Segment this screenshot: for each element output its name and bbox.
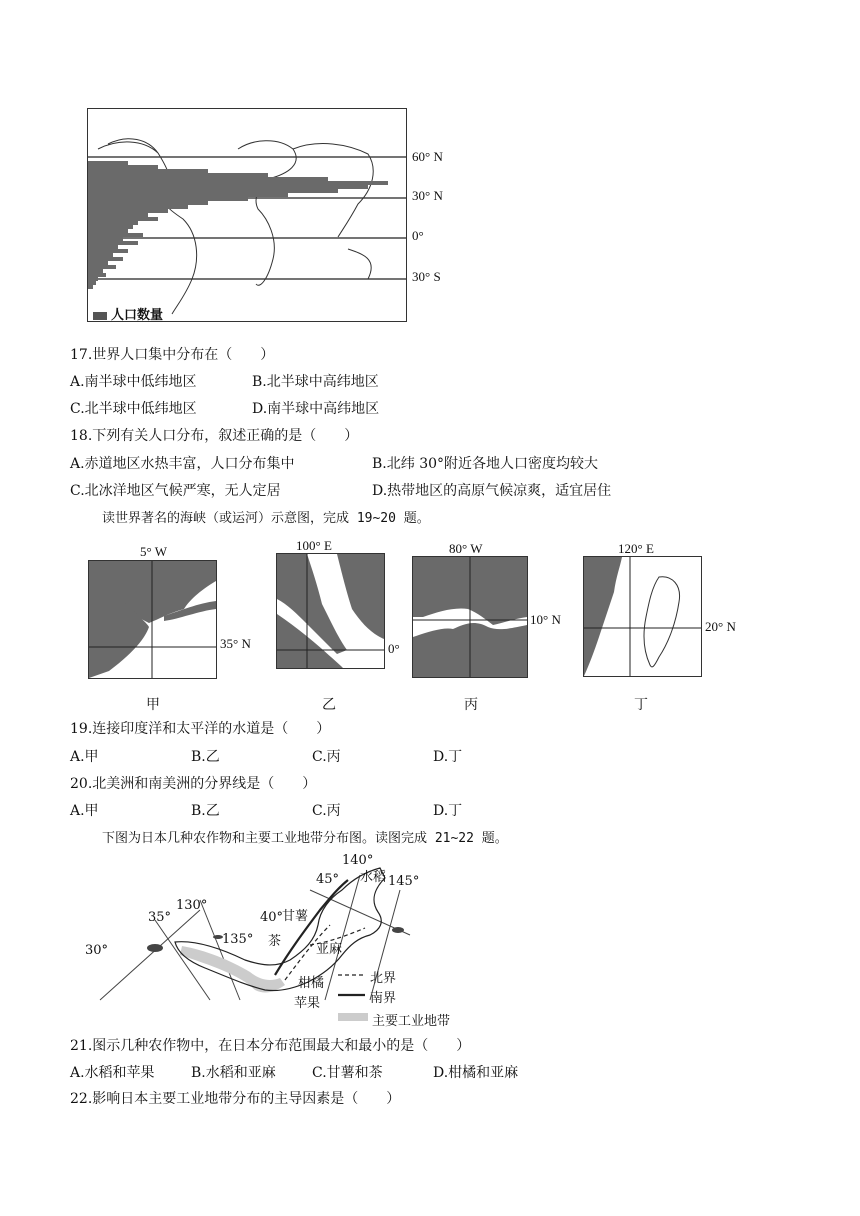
q17-stem: 17.世界人口集中分布在（ ） (70, 347, 275, 363)
lat-label-30n: 30° N (412, 188, 443, 203)
q19-option-d: D.丁 (433, 749, 463, 765)
intro-21-22: 下图为日本几种农作物和主要工业地带分布图。读图完成 21~22 题。 (102, 831, 508, 846)
population-legend (90, 303, 166, 322)
q21-option-d: D.柑橘和亚麻 (433, 1065, 519, 1081)
jp-label-apple: 苹果 (294, 996, 321, 1011)
jp-legend-south: 南界 (370, 991, 397, 1006)
lat-label-30s: 30° S (412, 269, 441, 284)
legend-swatch (93, 312, 107, 320)
legend-label: 人口数量 (111, 308, 164, 322)
q17-option-a: A.南半球中低纬地区 (70, 374, 197, 390)
jp-label-140: 140° (342, 853, 374, 868)
q20-option-d: D.丁 (433, 803, 463, 819)
jp-label-rice: 水稻 (360, 870, 387, 885)
jp-label-45: 45° (316, 872, 340, 887)
q19-option-b: B.乙 (191, 749, 220, 765)
q19-option-c: C.丙 (312, 749, 341, 765)
strait-bing-lon: 80° W (449, 541, 483, 556)
q19-option-a: A.甲 (70, 749, 99, 765)
q21-option-b: B.水稻和亚麻 (191, 1065, 276, 1081)
strait-yi-caption: 乙 (322, 697, 336, 713)
q18-option-b: B.北纬 30°附近各地人口密度均较大 (372, 456, 599, 472)
strait-ding-caption: 丁 (634, 697, 648, 713)
q17-option-d: D.南半球中高纬地区 (252, 401, 380, 417)
jp-label-flax: 亚麻 (316, 942, 343, 957)
strait-ding-lon: 120° E (618, 541, 654, 556)
q20-stem: 20.北美洲和南美洲的分界线是（ ） (70, 776, 317, 792)
strait-ding-lat: 20° N (705, 619, 736, 634)
q20-option-a: A.甲 (70, 803, 99, 819)
jp-label-145: 145° (388, 874, 420, 889)
intro-19-20: 读世界著名的海峡（或运河）示意图，完成 19~20 题。 (102, 511, 430, 526)
strait-bing-caption: 丙 (464, 697, 478, 713)
strait-bing-lat: 10° N (530, 612, 561, 627)
q19-stem: 19.连接印度洋和太平洋的水道是（ ） (70, 721, 331, 737)
strait-jia-lon: 5° W (140, 544, 167, 559)
q21-option-a: A.水稻和苹果 (70, 1065, 155, 1081)
q18-stem: 18.下列有关人口分布，叙述正确的是（ ） (70, 428, 359, 444)
strait-map-jia (88, 560, 217, 679)
lat-label-60n: 60° N (412, 149, 443, 164)
strait-jia-lat: 35° N (220, 636, 251, 651)
world-map-graphic (88, 109, 406, 321)
strait-yi-lat: 0° (388, 641, 400, 656)
strait-jia-caption: 甲 (146, 697, 160, 713)
q21-stem: 21.图示几种农作物中，在日本分布范围最大和最小的是（ ） (70, 1038, 471, 1054)
japan-crop-map (80, 850, 450, 1030)
q17-option-b: B.北半球中高纬地区 (252, 374, 379, 390)
q20-option-b: B.乙 (191, 803, 220, 819)
lat-label-0: 0° (412, 228, 424, 243)
q21-option-c: C.甘薯和茶 (312, 1065, 383, 1081)
strait-yi-lon: 100° E (296, 538, 332, 553)
strait-map-yi (276, 553, 385, 669)
q18-option-c: C.北冰洋地区气候严寒，无人定居 (70, 483, 281, 499)
jp-label-tea: 茶 (268, 934, 282, 949)
q22-stem: 22.影响日本主要工业地带分布的主导因素是（ ） (70, 1091, 401, 1107)
q18-option-d: D.热带地区的高原气候凉爽，适宜居住 (372, 483, 612, 499)
jp-label-135: 135° (222, 932, 254, 947)
population-histogram (88, 161, 388, 289)
jp-label-40: 40° (260, 910, 284, 925)
jp-legend-industry: 主要工业地带 (372, 1014, 451, 1029)
q17-option-c: C.北半球中低纬地区 (70, 401, 197, 417)
jp-legend-north: 北界 (370, 971, 397, 986)
jp-label-35: 35° (148, 910, 172, 925)
strait-map-bing (412, 556, 528, 678)
jp-label-citrus: 柑橘 (298, 976, 325, 991)
jp-label-sweet-potato: 甘薯 (282, 909, 309, 924)
jp-label-30: 30° (85, 943, 109, 958)
strait-map-ding (583, 556, 702, 677)
jp-label-130: 130° (176, 898, 208, 913)
world-population-map (87, 108, 407, 322)
q20-option-c: C.丙 (312, 803, 341, 819)
q18-option-a: A.赤道地区水热丰富，人口分布集中 (70, 456, 295, 472)
